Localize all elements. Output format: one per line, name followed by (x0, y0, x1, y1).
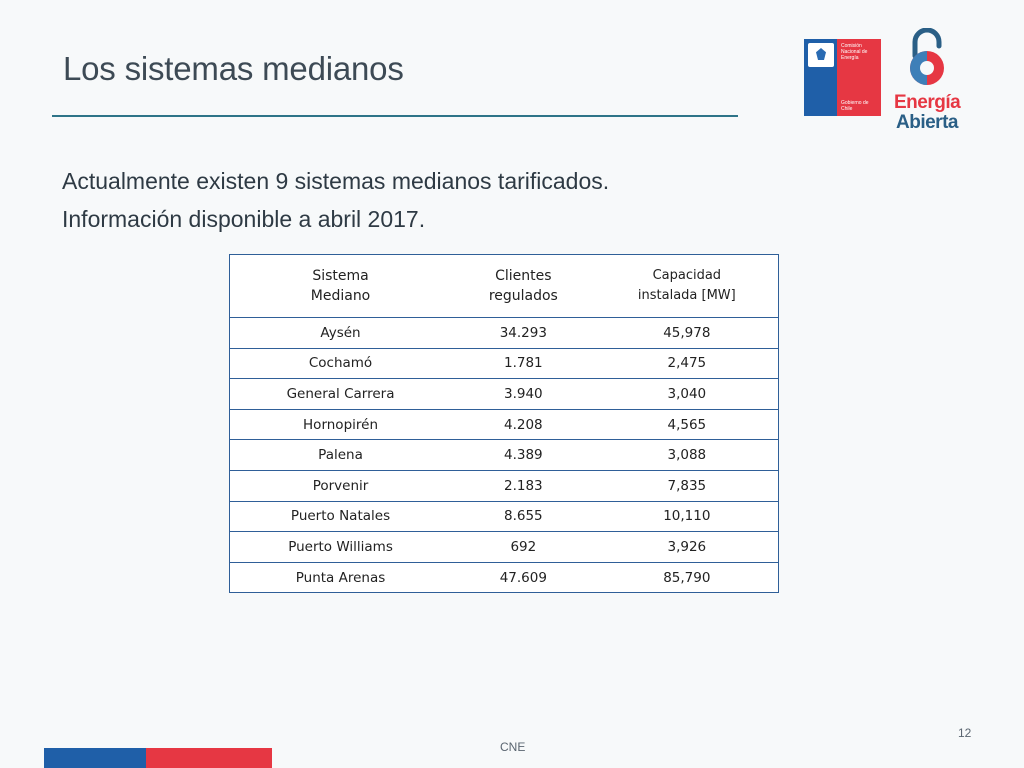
header-text: instalada [MW] (637, 288, 736, 303)
cell-sistema: Cochamó (230, 348, 451, 379)
cell-sistema: Palena (230, 440, 451, 471)
footer-bar-blue (44, 748, 146, 768)
sistemas-table (229, 254, 779, 593)
cell-sistema: Aysén (320, 324, 361, 341)
cne-logo-blue-panel (804, 39, 837, 116)
header-sistema-mediano (230, 255, 451, 318)
cne-logo (804, 39, 881, 116)
cell-capacidad: 3,088 (596, 440, 778, 471)
footer-label: CNE (500, 740, 526, 754)
header-text: Mediano (310, 288, 371, 304)
cell-sistema: Puerto Williams (230, 532, 451, 563)
cne-logo-subtext: Gobierno de Chile (841, 100, 869, 112)
cell-capacidad: 45,978 (663, 324, 711, 341)
cell-clientes: 4.389 (451, 440, 596, 471)
header-text: Clientes (495, 268, 552, 284)
table-row (230, 318, 778, 349)
open-lock-icon (907, 28, 947, 88)
cell-clientes: 8.655 (451, 501, 596, 532)
cell-capacidad: 7,835 (596, 470, 778, 501)
header-capacidad-instalada (596, 255, 778, 318)
page-number: 12 (958, 726, 972, 740)
table-row (230, 440, 778, 471)
cell-clientes: 3.940 (451, 379, 596, 410)
table-row (230, 409, 778, 440)
table-header-row (230, 255, 778, 318)
header-text: Sistema (312, 268, 369, 284)
table-row (230, 348, 778, 379)
cell-sistema: Puerto Natales (230, 501, 451, 532)
table-row (230, 470, 778, 501)
header-text: Capacidad (652, 268, 722, 283)
cell-clientes: 4.208 (451, 409, 596, 440)
cell-capacidad: 2,475 (596, 348, 778, 379)
slide-title: Los sistemas medianos (63, 50, 404, 87)
energia-word: Energía (894, 92, 961, 113)
cne-logo-red-panel (837, 39, 881, 116)
chile-seal-icon (808, 43, 834, 67)
header-text: regulados (488, 288, 558, 304)
cell-clientes: 47.609 (451, 562, 596, 592)
cell-sistema: Hornopirén (230, 409, 451, 440)
header-clientes-regulados (451, 255, 596, 318)
cell-sistema: General Carrera (230, 379, 451, 410)
intro-line-1: Actualmente existen 9 sistemas medianos tarificados. (62, 168, 610, 194)
cell-capacidad: 4,565 (596, 409, 778, 440)
title-rule (52, 115, 738, 117)
footer-bar-red (146, 748, 272, 768)
cell-capacidad: 3,926 (596, 532, 778, 563)
cell-clientes: 692 (451, 532, 596, 563)
cell-clientes: 34.293 (499, 324, 547, 341)
cell-sistema: Punta Arenas (230, 562, 451, 592)
intro-line-2: Información disponible a abril 2017. (62, 206, 426, 232)
table-row (230, 501, 778, 532)
abierta-word: Abierta (896, 112, 958, 133)
table-row (230, 562, 778, 592)
cell-sistema: Porvenir (230, 470, 451, 501)
cell-capacidad: 85,790 (596, 562, 778, 592)
cell-clientes: 1.781 (451, 348, 596, 379)
cne-logo-text: Comisión Nacional de Energía (841, 43, 868, 61)
cell-capacidad: 3,040 (596, 379, 778, 410)
table-row (230, 532, 778, 563)
cell-capacidad: 10,110 (596, 501, 778, 532)
cell-clientes: 2.183 (451, 470, 596, 501)
table-row (230, 379, 778, 410)
